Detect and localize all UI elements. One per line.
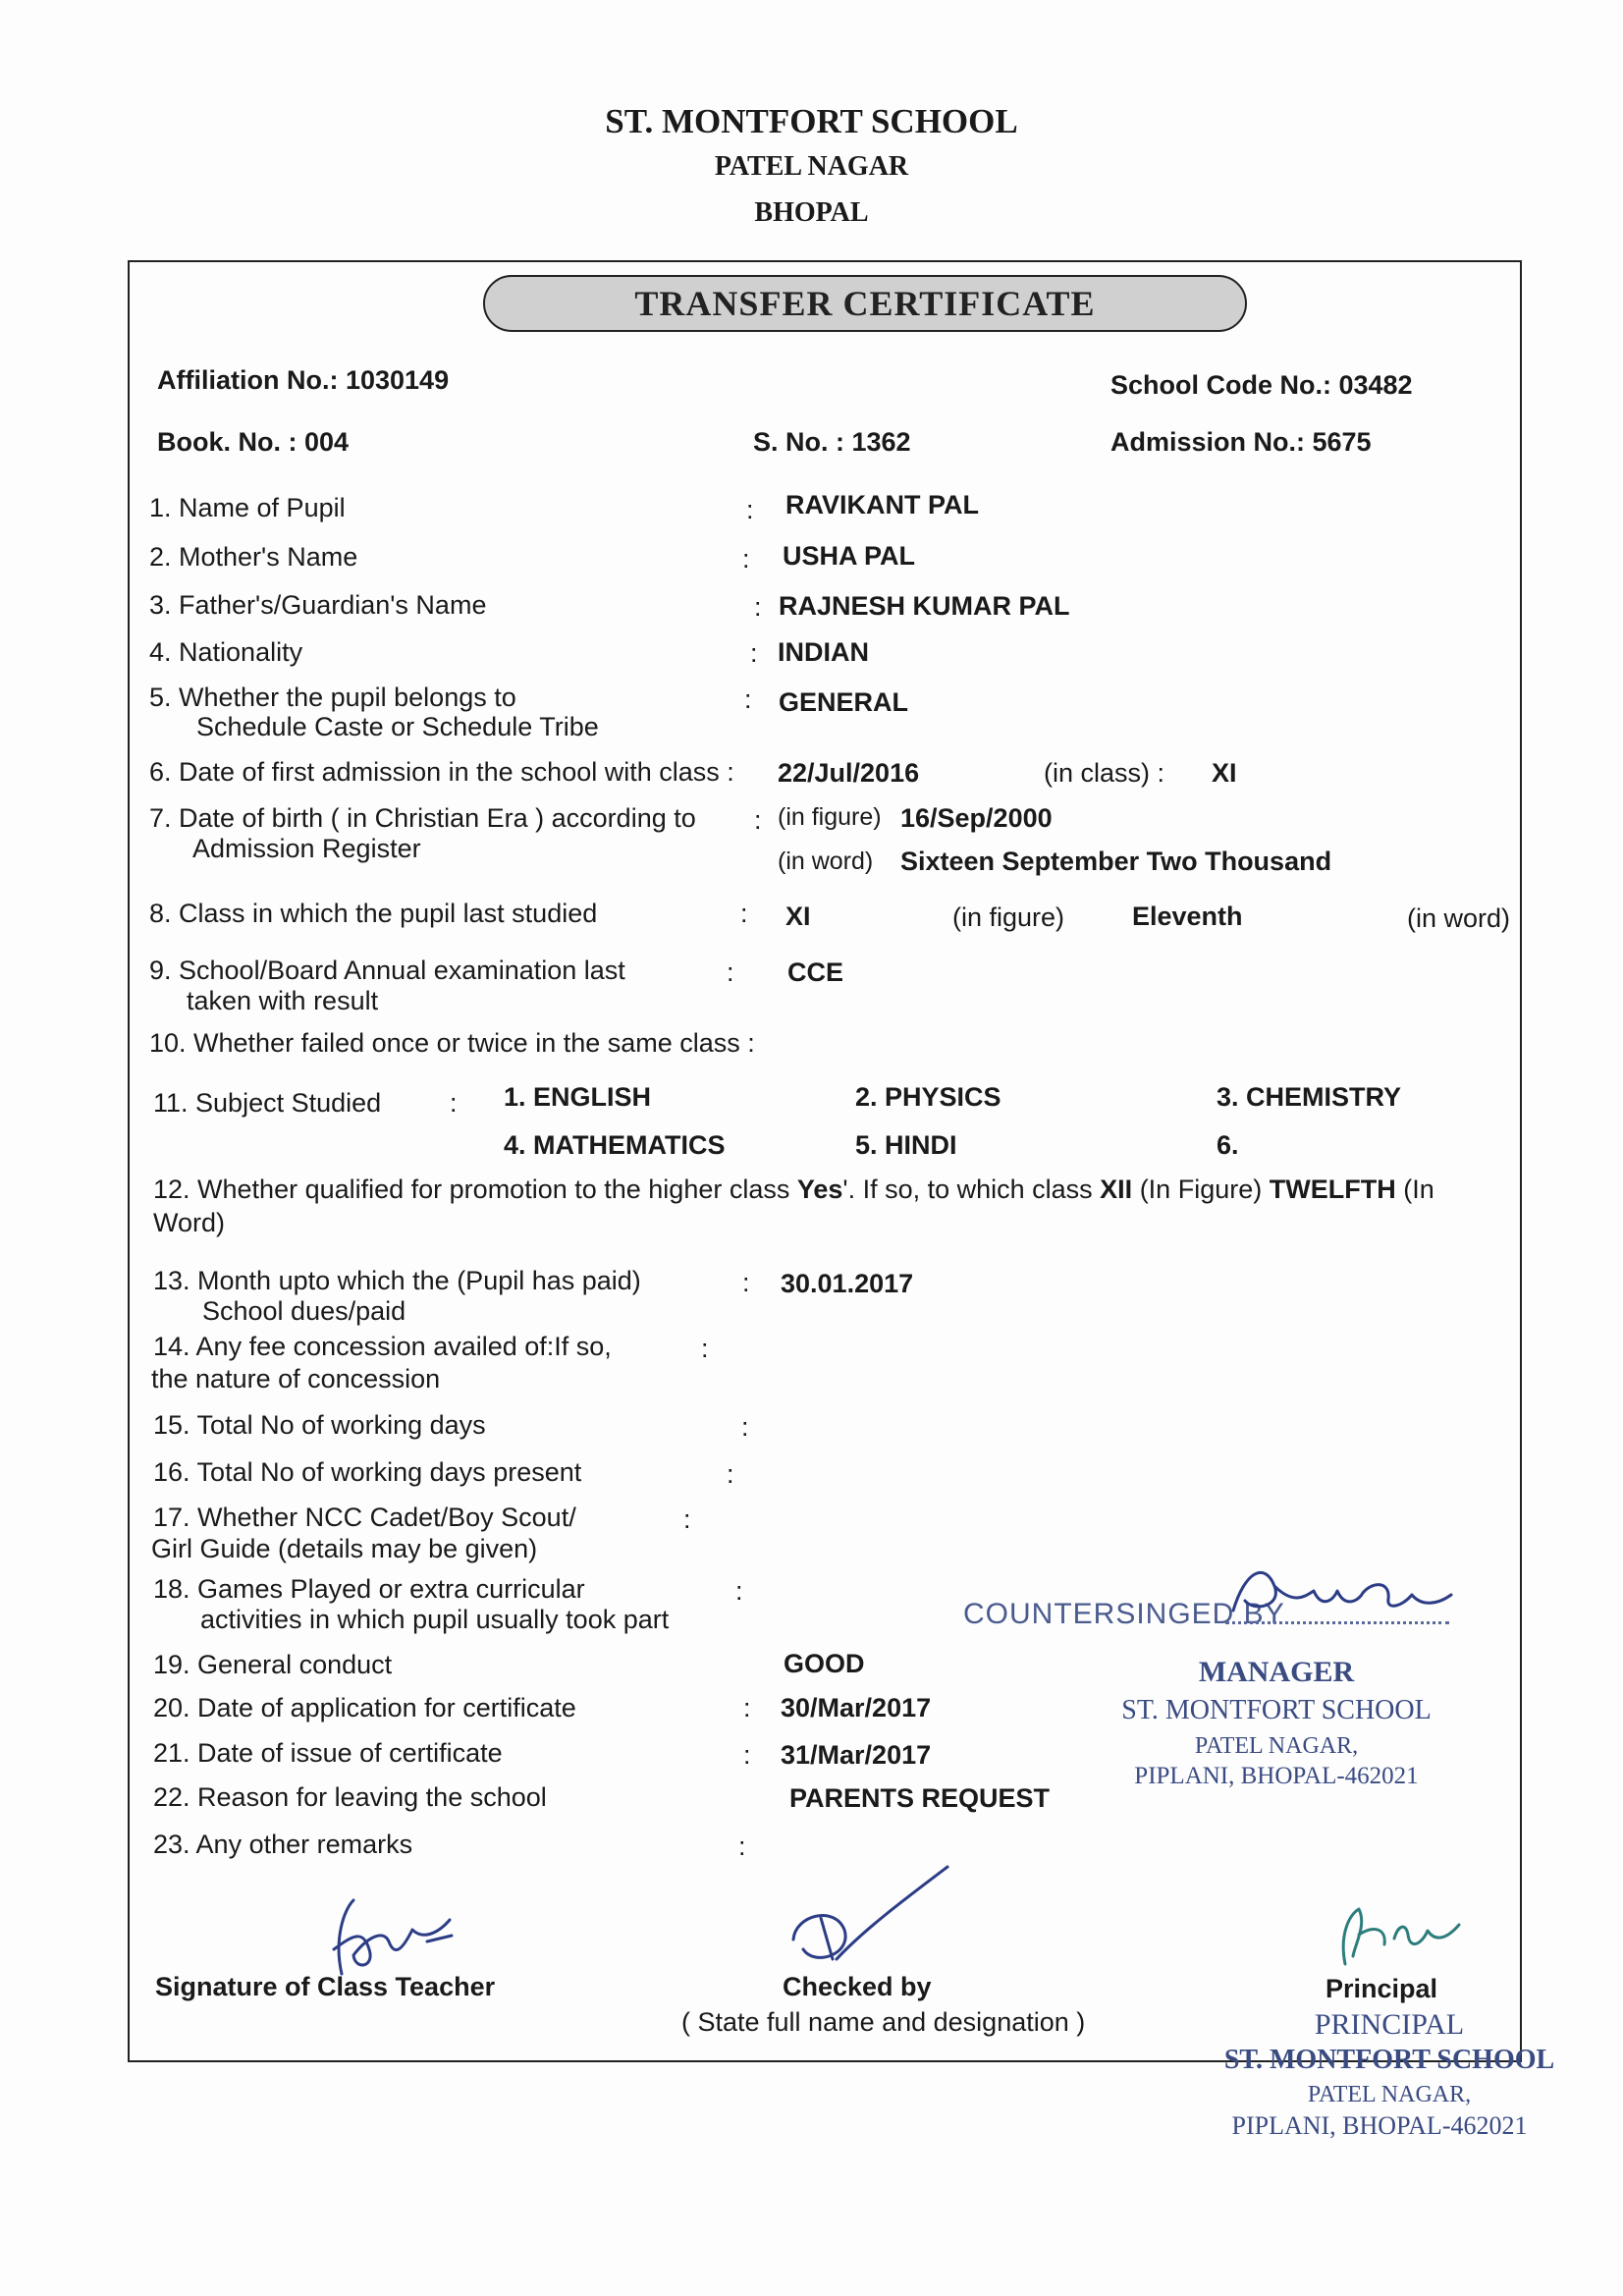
checked-by-label: Checked by	[783, 1972, 932, 2001]
item-8-label: 8. Class in which the pupil last studied	[149, 899, 598, 928]
school-name: ST. MONTFORT SCHOOL	[605, 102, 1018, 140]
manager-stamp-school: ST. MONTFORT SCHOOL	[1121, 1695, 1432, 1725]
item-12-text-line2: Word)	[153, 1208, 226, 1237]
item-3-colon: :	[754, 592, 762, 622]
item-22-value: PARENTS REQUEST	[789, 1783, 1051, 1813]
item-8-figure-label: (in figure)	[952, 902, 1065, 932]
item-13-label-line2: School dues/paid	[202, 1296, 406, 1326]
school-code-number: School Code No.: 03482	[1110, 370, 1413, 400]
item-17-label: 17. Whether NCC Cadet/Boy Scout/	[153, 1503, 576, 1532]
item-7-word-value: Sixteen September Two Thousand	[900, 847, 1332, 876]
manager-stamp-address: PIPLANI, BHOPAL-462021	[1134, 1763, 1419, 1789]
item-3-label: 3. Father's/Guardian's Name	[149, 590, 487, 620]
item-8-value: XI	[785, 902, 811, 931]
item-7-label: 7. Date of birth ( in Christian Era ) according to	[149, 803, 696, 833]
item-8-word-label: (in word)	[1407, 903, 1511, 933]
item-1-value: RAVIKANT PAL	[785, 490, 979, 519]
subject-2: 2. PHYSICS	[855, 1082, 1001, 1112]
item-12-figure-label: (In Figure)	[1132, 1175, 1270, 1204]
item-7-word-label: (in word)	[778, 847, 874, 875]
subject-1: 1. ENGLISH	[504, 1082, 652, 1112]
subject-5: 5. HINDI	[855, 1130, 957, 1160]
item-16-label: 16. Total No of working days present	[153, 1457, 582, 1487]
countersigned-label: COUNTERSINGED BY	[963, 1598, 1285, 1630]
item-21-value: 31/Mar/2017	[781, 1740, 932, 1770]
item-2-label: 2. Mother's Name	[149, 542, 358, 572]
item-18-label: 18. Games Played or extra curricular	[153, 1574, 585, 1604]
item-6-class-value: XI	[1212, 758, 1237, 788]
subject-6: 6.	[1217, 1130, 1239, 1160]
item-6-value: 22/Jul/2016	[778, 758, 920, 788]
affiliation-number: Affiliation No.: 1030149	[157, 365, 450, 395]
manager-stamp-title: MANAGER	[1198, 1656, 1355, 1688]
item-20-value: 30/Mar/2017	[781, 1693, 932, 1722]
item-5-value: GENERAL	[779, 687, 909, 717]
principal-signature	[1325, 1895, 1483, 1984]
manager-signature	[1216, 1552, 1461, 1630]
item-14-label-line2: the nature of concession	[151, 1364, 441, 1394]
principal-label: Principal	[1325, 1974, 1438, 2003]
item-5-label: 5. Whether the pupil belongs to	[149, 683, 516, 712]
item-4-colon: :	[750, 638, 758, 668]
document-title: TRANSFER CERTIFICATE	[483, 275, 1247, 332]
principal-stamp-school: ST. MONTFORT SCHOOL	[1223, 2045, 1555, 2075]
item-10-label: 10. Whether failed once or twice in the same class :	[149, 1028, 755, 1058]
item-21-label: 21. Date of issue of certificate	[153, 1738, 503, 1768]
item-7-colon: :	[754, 805, 762, 835]
item-7-figure-value: 16/Sep/2000	[900, 803, 1053, 833]
checked-by-note: ( State full name and designation )	[681, 2007, 1086, 2037]
item-13-colon: :	[742, 1268, 750, 1297]
subject-4: 4. MATHEMATICS	[504, 1130, 726, 1160]
item-12-class-question: '. If so, to which class	[842, 1175, 1101, 1204]
item-7-figure-label: (in figure)	[778, 803, 882, 831]
item-18-colon: :	[735, 1576, 743, 1606]
item-12-class-figure: XII	[1100, 1175, 1133, 1204]
item-12-class-word: TWELFTH	[1269, 1175, 1396, 1204]
class-teacher-signature-label: Signature of Class Teacher	[155, 1972, 496, 2001]
item-9-colon: :	[727, 957, 734, 987]
item-20-colon: :	[743, 1693, 751, 1722]
item-4-value: INDIAN	[778, 637, 869, 667]
item-6-class-label: (in class) :	[1044, 758, 1165, 788]
school-city: BHOPAL	[754, 197, 869, 228]
manager-stamp-locality: PATEL NAGAR,	[1194, 1733, 1359, 1759]
item-8-word-value: Eleventh	[1132, 902, 1243, 931]
principal-stamp-address: PIPLANI, BHOPAL-462021	[1231, 2111, 1528, 2140]
item-8-colon: :	[740, 899, 748, 928]
item-2-colon: :	[742, 544, 750, 574]
item-9-label-line2: taken with result	[187, 986, 379, 1015]
item-15-label: 15. Total No of working days	[153, 1410, 486, 1440]
item-1-colon: :	[746, 495, 754, 524]
item-3-value: RAJNESH KUMAR PAL	[779, 591, 1070, 621]
item-11-colon: :	[450, 1088, 458, 1118]
serial-number: S. No. : 1362	[753, 427, 911, 457]
book-number: Book. No. : 004	[157, 427, 350, 457]
item-4-label: 4. Nationality	[149, 637, 303, 667]
item-14-colon: :	[701, 1334, 709, 1363]
school-locality: PATEL NAGAR	[714, 151, 909, 182]
item-23-colon: :	[738, 1831, 746, 1861]
principal-stamp-title: PRINCIPAL	[1314, 2008, 1465, 2041]
item-13-label: 13. Month upto which the (Pupil has paid)	[153, 1266, 641, 1295]
item-17-label-line2: Girl Guide (details may be given)	[151, 1534, 538, 1563]
item-7-label-line2: Admission Register	[192, 834, 421, 863]
item-2-value: USHA PAL	[783, 541, 915, 571]
checked-by-signature	[776, 1861, 962, 1989]
item-15-colon: :	[741, 1412, 749, 1442]
item-5-label-line2: Schedule Caste or Schedule Tribe	[196, 712, 599, 741]
item-19-label: 19. General conduct	[153, 1650, 393, 1679]
item-13-value: 30.01.2017	[781, 1269, 914, 1298]
item-11-label: 11. Subject Studied	[153, 1088, 382, 1118]
principal-stamp-locality: PATEL NAGAR,	[1307, 2082, 1472, 2107]
item-16-colon: :	[727, 1459, 734, 1489]
item-19-value: GOOD	[784, 1649, 865, 1678]
item-12-answer: Yes	[796, 1175, 843, 1204]
item-22-label: 22. Reason for leaving the school	[153, 1782, 547, 1812]
item-9-value: CCE	[787, 957, 844, 987]
subject-3: 3. CHEMISTRY	[1217, 1082, 1402, 1112]
item-6-label: 6. Date of first admission in the school with class :	[149, 757, 734, 787]
item-23-label: 23. Any other remarks	[153, 1830, 413, 1859]
item-17-colon: :	[683, 1504, 691, 1534]
item-14-label: 14. Any fee concession availed of:If so,	[153, 1332, 612, 1361]
item-5-colon: :	[744, 684, 752, 714]
item-1-label: 1. Name of Pupil	[149, 493, 346, 522]
item-12-word-label: (In	[1395, 1175, 1434, 1204]
admission-number: Admission No.: 5675	[1110, 427, 1372, 457]
item-18-label-line2: activities in which pupil usually took part	[200, 1605, 670, 1634]
item-20-label: 20. Date of application for certificate	[153, 1693, 576, 1722]
item-12-text	[153, 1175, 1434, 1205]
item-9-label: 9. School/Board Annual examination last	[149, 956, 625, 985]
item-12-question: 12. Whether qualified for promotion to the higher class	[153, 1175, 797, 1204]
item-21-colon: :	[743, 1740, 751, 1770]
